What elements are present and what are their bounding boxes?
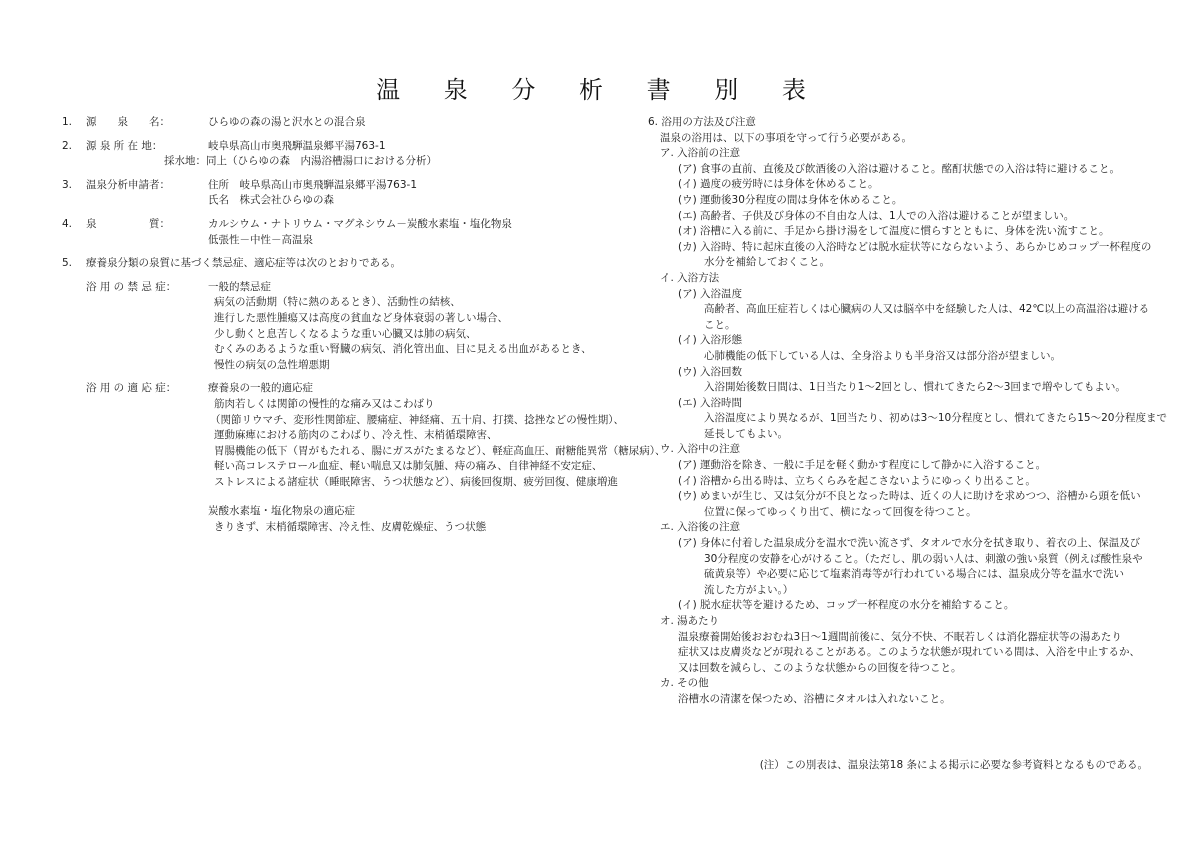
right-column <box>648 115 1167 708</box>
indication-line: （関節リウマチ、変形性関節症、腰痛症、神経痛、五十肩、打撲、捻挫などの慢性期）、 <box>210 413 625 426</box>
section-6-heading: 6. 浴用の方法及び注意 <box>648 116 756 128</box>
before-bath-item: (エ) 高齢者、子供及び身体の不自由な人は、1人での入浴は避けることが望ましい。 <box>678 209 1075 222</box>
bath-method-title: (イ) 入浴形態 <box>678 334 743 347</box>
specific-indication-line: きりきず、末梢循環障害、冷え性、皮膚乾燥症、うつ状態 <box>214 521 487 534</box>
section-number: 4. <box>62 217 73 230</box>
applicant-name: 氏名 株式会社ひらゆの森 <box>208 194 334 207</box>
during-bath-item: (イ) 浴槽から出る時は、立ちくらみを起こさないようにゆっくり出ること。 <box>678 474 1036 487</box>
during-bath-item-cont: 位置に保ってゆっくり出て、横になって回復を待つこと。 <box>704 505 977 518</box>
bath-method-title: (エ) 入浴時間 <box>678 396 743 409</box>
section-value: カルシウム・ナトリウム・マグネシウム－炭酸水素塩・塩化物泉 <box>208 217 512 230</box>
bath-method-line: 心肺機能の低下している人は、全身浴よりも半身浴又は部分浴が望ましい。 <box>704 349 1061 362</box>
yuatari-line: 又は回数を減らし、このような状態からの回復を待つこと。 <box>678 661 962 674</box>
footnote: (注）この別表は、温泉法第18 条による掲示に必要な参考資料となるものである。 <box>759 759 1148 771</box>
other-line: 浴槽水の清潔を保つため、浴槽にタオルは入れないこと。 <box>678 692 951 705</box>
section-5 <box>62 256 622 272</box>
before-bath-item: (ウ) 運動後30分程度の間は身体を休めること。 <box>678 193 903 206</box>
contraindications-head: 一般的禁忌症 <box>208 280 271 293</box>
contraindication-line: むくみのあるような重い腎臓の病気、消化管出血、目に見える出血があるとき、 <box>214 343 592 356</box>
yuatari-line: 症状又は皮膚炎などが現れることがある。このような状態が現れている間は、入浴を中止するか、 <box>678 646 1140 659</box>
section-1 <box>62 115 622 131</box>
bath-method-line: 入浴温度により異なるが、1回当たり、初めは3～10分程度とし、慣れてきたら15～20分程度まで <box>704 412 1167 425</box>
specific-indications-head: 炭酸水素塩・塩化物泉の適応症 <box>208 505 355 518</box>
bath-method-title: (ア) 入浴温度 <box>678 287 743 300</box>
bath-method-line: こと。 <box>704 318 736 331</box>
indication-line: ストレスによる諸症状（睡眠障害、うつ状態など）、病後回復期、疲労回復、健康増進 <box>214 475 618 488</box>
indications-heading <box>62 381 622 397</box>
during-bath-item: (ウ) めまいが生じ、又は気分が不良となった時は、近くの人に助けを求めつつ、浴槽から頭を低い <box>678 490 1141 503</box>
section-number: 5. <box>62 257 73 270</box>
after-bath-item: (ア) 身体に付着した温泉成分を温水で洗い流さず、タオルで水分を拭き取り、着衣の上、保温及び <box>678 537 1141 550</box>
section-label: 泉 質： <box>86 217 170 230</box>
contraindication-line: 進行した悪性腫瘍又は高度の貧血など身体衰弱の著しい場合、 <box>214 311 508 324</box>
bath-method-line: 高齢者、高血圧症若しくは心臓病の人又は脳卒中を経験した人は、42℃以上の高温浴は避ける <box>704 303 1150 316</box>
after-bath-heading: エ. 入浴後の注意 <box>660 521 741 534</box>
before-bath-item: (ア) 食事の直前、直後及び飲酒後の入浴は避けること。酩酊状態での入浴は特に避けること。 <box>678 162 1121 175</box>
contraindication-line: 少し動くと息苦しくなるような重い心臓又は肺の病気、 <box>214 327 477 340</box>
spring-classification: 低張性－中性－高温泉 <box>208 233 313 246</box>
sampling-location: 採水地：同上（ひらゆの森 内湯浴槽湯口における分析） <box>164 155 437 168</box>
after-bath-item-cont: 流した方がよい。） <box>704 583 794 596</box>
section-label: 源 泉 所 在 地： <box>86 139 163 152</box>
yuatari-heading: オ. 湯あたり <box>660 615 720 627</box>
before-bath-item: (オ) 浴槽に入る前に、手足から掛け湯をして温度に慣らすとともに、身体を洗い流すこと。 <box>678 225 1110 238</box>
section-number: 2. <box>62 139 73 152</box>
section-4 <box>62 217 622 233</box>
before-bath-heading: ア. 入浴前の注意 <box>660 147 741 160</box>
bath-method-heading: イ. 入浴方法 <box>660 271 720 284</box>
bath-method-title: (ウ) 入浴回数 <box>678 365 743 378</box>
after-bath-item-cont: 30分程度の安静を心がけること。（ただし、肌の弱い人は、刺激の強い泉質（例えば酸性泉や <box>704 552 1143 565</box>
indication-line: 軽い高コレステロール血症、軽い喘息又は肺気腫、痔の痛み、自律神経不安定症、 <box>214 460 603 473</box>
contraindication-line: 病気の活動期（特に熱のあるとき）、活動性の結核、 <box>214 296 461 309</box>
section-3 <box>62 178 622 194</box>
section-value: 岐阜県高山市奥飛騨温泉郷平湯763-1 <box>208 139 386 152</box>
section-text: 療養泉分類の泉質に基づく禁忌症、適応症等は次のとおりである。 <box>86 257 401 270</box>
section-value: 住所 岐阜県高山市奥飛騨温泉郷平湯763-1 <box>208 178 418 191</box>
before-bath-item: (イ) 過度の疲労時には身体を休めること。 <box>678 178 879 191</box>
section-label: 温泉分析申請者： <box>86 178 170 191</box>
yuatari-line: 温泉療養開始後おおむね3日～1週間前後に、気分不快、不眠若しくは消化器症状等の湯あたり <box>678 630 1122 643</box>
section-6-intro: 温泉の浴用は、以下の事項を守って行う必要がある。 <box>660 131 912 144</box>
indications-label: 浴 用 の 適 応 症： <box>86 382 177 395</box>
section-label: 源 泉 名： <box>86 116 170 128</box>
page-title: 温 泉 分 析 書 別 表 <box>376 76 824 104</box>
indications-head: 療養泉の一般的適応症 <box>208 382 313 395</box>
contraindications-heading <box>62 280 622 296</box>
during-bath-item: (ア) 運動浴を除き、一般に手足を軽く動かす程度にして静かに入浴すること。 <box>678 459 1047 472</box>
before-bath-item-cont: 水分を補給しておくこと。 <box>704 256 830 269</box>
indication-line: 筋肉若しくは関節の慢性的な痛み又はこわばり <box>214 397 435 410</box>
after-bath-item-cont: 硫黄泉等）や必要に応じて塩素消毒等が行われている場合には、温泉成分等を温水で洗い <box>704 568 1124 581</box>
contraindications-label: 浴 用 の 禁 忌 症： <box>86 280 177 293</box>
bath-method-line: 延長してもよい。 <box>704 427 788 440</box>
indication-line: 胃腸機能の低下（胃がもたれる、腸にガスがたまるなど）、軽症高血圧、耐糖能異常（糖尿病）、 <box>214 444 666 457</box>
left-column <box>62 115 666 536</box>
section-number: 1. <box>62 116 73 128</box>
contraindication-line: 慢性の病気の急性増悪期 <box>214 358 330 371</box>
during-bath-heading: ウ. 入浴中の注意 <box>660 443 741 456</box>
before-bath-item: (カ) 入浴時、特に起床直後の入浴時などは脱水症状等にならないよう、あらかじめコップ一杯程度の <box>678 240 1152 253</box>
after-bath-item: (イ) 脱水症状等を避けるため、コップ一杯程度の水分を補給すること。 <box>678 599 1015 612</box>
section-number: 3. <box>62 178 73 191</box>
indication-line: 運動麻痺における筋肉のこわばり、冷え性、末梢循環障害、 <box>214 429 498 442</box>
section-2 <box>62 139 622 155</box>
section-value: ひらゆの森の湯と沢水との混合泉 <box>208 116 366 128</box>
other-heading: カ. その他 <box>660 677 709 690</box>
bath-method-line: 入浴開始後数日間は、1日当たり1～2回とし、慣れてきたら2～3回まで増やしてもよい。 <box>704 381 1126 394</box>
